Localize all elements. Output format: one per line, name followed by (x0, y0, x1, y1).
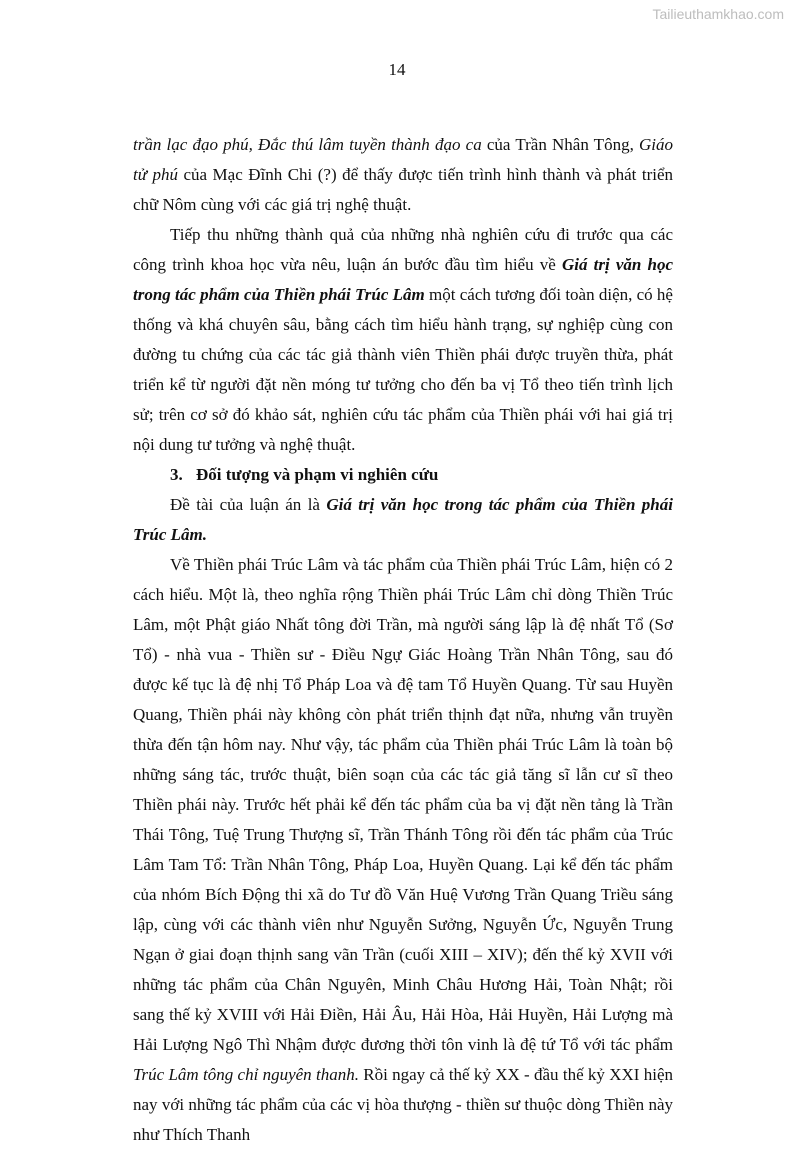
paragraph-continuation (133, 130, 673, 220)
text: Về Thiền phái Trúc Lâm và tác phẩm của Thiền phái Trúc Lâm, hiện có 2 cách hiểu. Một là, theo nghĩa rộng Thiền phái Trúc Lâm chỉ dòng Thiền Trúc Lâm, một Phật giáo Nhất tông đời Trần, mà người sáng lập là đệ nhất Tổ (Sơ Tổ) - nhà vua - Thiền sư - Điều Ngự Giác Hoàng Trần Nhân Tông, sau đó được kế tục là đệ nhị Tổ Pháp Loa và đệ tam Tổ Huyền Quang. Từ sau Huyền Quang, Thiền phái này không còn phát triển thịnh đạt nữa, nhưng vẫn truyền thừa đến tận hôm nay. Như vậy, tác phẩm của Thiền phái Trúc Lâm là toàn bộ những sáng tác, trước thuật, biên soạn của các tác giả tăng sĩ lẫn cư sĩ theo Thiền phái này. Trước hết phải kể đến tác phẩm của ba vị đặt nền tảng là Trần Thái Tông, Tuệ Trung Thượng sĩ, Trần Thánh Tông rồi đến tác phẩm của Trúc Lâm Tam Tổ: Trần Nhân Tông, Pháp Loa, Huyền Quang. Lại kể đến tác phẩm của nhóm Bích Động thi xã do Tư đồ Văn Huệ Vương Trần Quang Triều sáng lập, cùng với các thành viên như Nguyễn Sưởng, Nguyễn Ức, Nguyễn Trung Ngạn ở giai đoạn thịnh sang vãn Trần (cuối XIII – XIV); đến thế kỷ XVII với những tác phẩm của Chân Nguyên, Minh Châu Hương Hải, Toàn Nhật; rồi sang thế kỷ XVIII với Hải Điền, Hải Âu, Hải Hòa, Hải Huyền, Hải Lượng mà Hải Lượng Ngô Thì Nhậm được đương thời tôn vinh là đệ tứ Tổ với tác phẩm (133, 555, 673, 1054)
paragraph-topic (133, 490, 673, 550)
text: Rồi ngay cả thế kỷ XX - đầu thế kỷ XXI hiện nay với những tác phẩm của các vị hòa thượng - thiền sư thuộc dòng Thiền này như Thích Thanh (133, 1065, 673, 1144)
section-heading (133, 460, 673, 490)
document-body (133, 130, 673, 1150)
work-title-italic: Trúc Lâm tông chỉ nguyên thanh. (133, 1065, 359, 1084)
paragraph-scope (133, 550, 673, 1150)
topic-title-bold-italic: Giá trị văn học trong tác phẩm của Thiền phái Trúc Lâm. (133, 495, 673, 544)
paragraph-research-summary (133, 220, 673, 460)
text: một cách tương đối toàn diện, có hệ thống và khá chuyên sâu, bằng cách tìm hiểu hành trạng, sự nghiệp cùng con đường tu chứng của các tác giả thành viên Thiền phái được truyền thừa, phát triển kể từ người đặt nền móng tư tưởng cho đến ba vị Tổ theo tiến trình lịch sử; trên cơ sở đó khảo sát, nghiên cứu tác phẩm của Thiền phái với hai giá trị nội dung tư tưởng và nghệ thuật. (133, 285, 673, 454)
work-titles-italic: trần lạc đạo phú, Đắc thú lâm tuyền thành đạo ca (133, 135, 482, 154)
text: của Trần Nhân Tông, (481, 135, 639, 154)
text: Đề tài của luận án là (170, 495, 327, 514)
watermark: Tailieuthamkhao.com (652, 6, 784, 22)
thesis-title-bold-italic: Giá trị văn học trong tác phẩm của Thiền phái Trúc Lâm (133, 255, 674, 304)
section-number: 3. (170, 465, 183, 484)
text: của Mạc Đĩnh Chi (?) để thấy được tiến trình hình thành và phát triển chữ Nôm cùng với các giá trị nghệ thuật. (133, 165, 673, 214)
text: Tiếp thu những thành quả của những nhà nghiên cứu đi trước qua các công trình khoa học vừa nêu, luận án bước đầu tìm hiểu về (133, 225, 673, 274)
work-title-italic: Giáo tử phú (133, 135, 673, 184)
page-number: 14 (388, 60, 406, 79)
section-title: Đối tượng và phạm vi nghiên cứu (196, 465, 439, 484)
